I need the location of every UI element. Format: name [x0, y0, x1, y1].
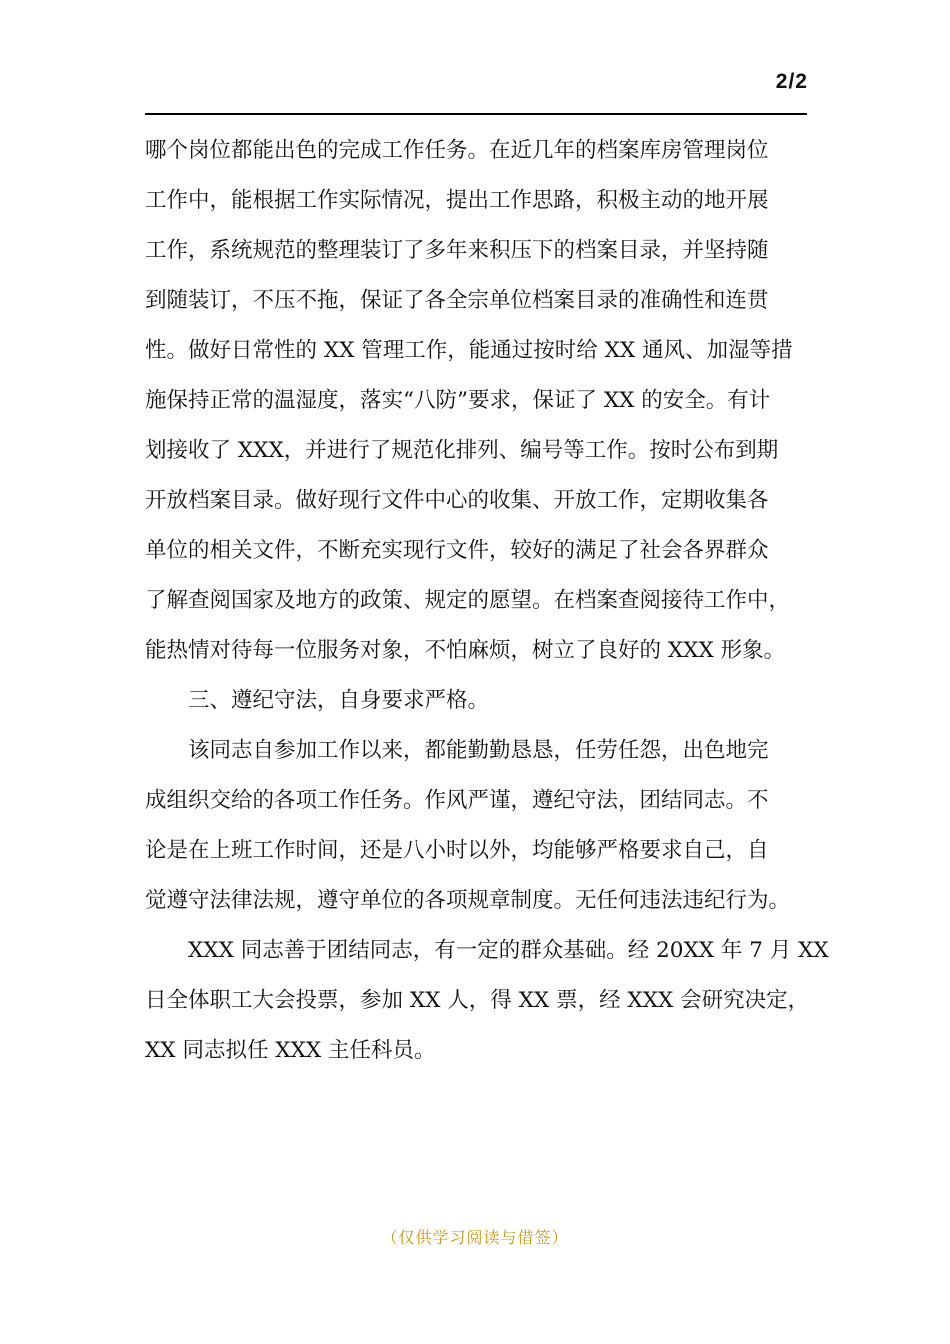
- header-divider: [145, 113, 807, 115]
- text-line: 能热情对待每一位服务对象，不怕麻烦，树立了良好的 XXX 形象。: [145, 638, 786, 663]
- page-number: 2/2: [775, 70, 808, 93]
- text-line: XX 同志拟任 XXX 主任科员。: [145, 1038, 436, 1063]
- section-heading: 三、遵纪守法，自身要求严格。: [145, 688, 490, 713]
- text-line: 性。做好日常性的 XX 管理工作，能通过按时给 XX 通风、加湿等措: [145, 338, 793, 363]
- text-line: 了解查阅国家及地方的政策、规定的愿望。在档案查阅接待工作中，: [145, 588, 791, 613]
- text-line: 论是在上班工作时间，还是八小时以外，均能够严格要求自己，自: [145, 838, 769, 863]
- text-line: 开放档案目录。做好现行文件中心的收集、开放工作，定期收集各: [145, 488, 769, 513]
- text-line: 该同志自参加工作以来，都能勤勤恳恳，任劳任怨，出色地完: [145, 738, 769, 763]
- text-line: 工作中，能根据工作实际情况，提出工作思路，积极主动的地开展: [145, 188, 769, 213]
- text-line: 施保持正常的温湿度，落实“八防”要求，保证了 XX 的安全。有计: [145, 388, 771, 413]
- text-line: 日全体职工大会投票，参加 XX 人，得 XX 票，经 XXX 会研究决定，: [145, 988, 810, 1013]
- text-line: 成组织交给的各项工作任务。作风严谨，遵纪守法，团结同志。不: [145, 788, 769, 813]
- text-line: 觉遵守法律法规，遵守单位的各项规章制度。无任何违法违纪行为。: [145, 888, 791, 913]
- text-line: 到随装订，不压不拖，保证了各全宗单位档案目录的准确性和连贯: [145, 288, 769, 313]
- document-body: [145, 126, 829, 1076]
- text-line: 工作，系统规范的整理装订了多年来积压下的档案目录，并坚持随: [145, 238, 769, 263]
- text-line: 单位的相关文件，不断充实现行文件，较好的满足了社会各界群众: [145, 538, 769, 563]
- text-line: 划接收了 XXX，并进行了规范化排列、编号等工作。按时公布到期: [145, 438, 779, 463]
- footer-note: （仅供学习阅读与借签）: [381, 1228, 569, 1247]
- text-line: XXX 同志善于团结同志，有一定的群众基础。经 20XX 年 7 月 XX: [145, 938, 829, 963]
- text-line: 哪个岗位都能出色的完成工作任务。在近几年的档案库房管理岗位: [145, 138, 769, 163]
